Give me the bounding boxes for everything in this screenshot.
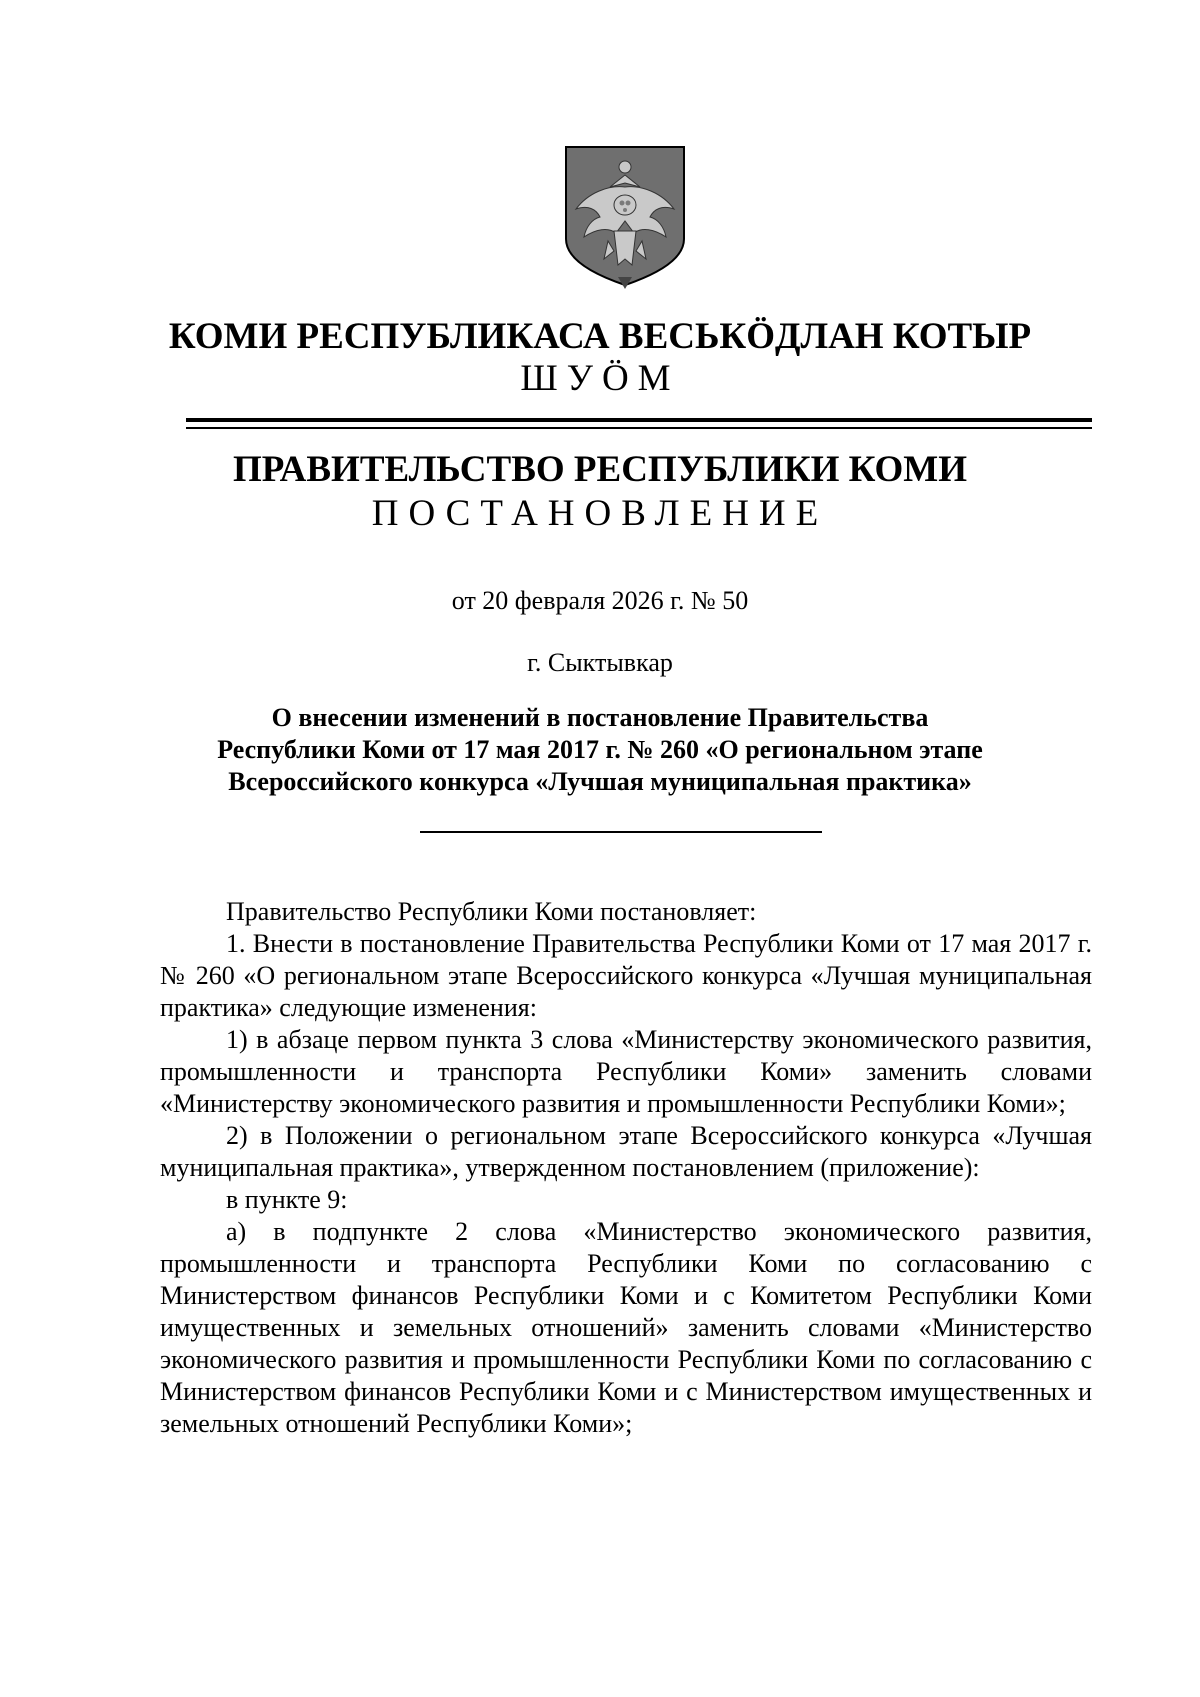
komi-coat-of-arms-icon xyxy=(562,143,688,289)
body-paragraph: Правительство Республики Коми постановляет: xyxy=(226,897,757,926)
title-underline xyxy=(420,831,822,833)
document-body xyxy=(160,896,1092,1440)
document-title-line: Республики Коми от 17 мая 2017 г. № 260 «О региональном этапе xyxy=(217,735,983,764)
government-title: ПРАВИТЕЛЬСТВО РЕСПУБЛИКИ КОМИ xyxy=(233,449,967,490)
decree-city: г. Сыктывкар xyxy=(527,648,673,677)
decree-word: ПОСТАНОВЛЕНИЕ xyxy=(371,493,829,534)
body-paragraph: 1) в абзаце первом пункта 3 слова «Министерству экономического развития, промышленности и транспорта Республики Коми» заменить словами «Министерству экономического развития и промышленности Республики Коми»; xyxy=(160,1025,1092,1118)
header-divider-thick xyxy=(186,418,1092,422)
document-title-line: Всероссийского конкурса «Лучшая муниципальная практика» xyxy=(228,767,972,796)
komi-government-title: КОМИ РЕСПУБЛИКАСА ВЕСЬКӦДЛАН КОТЫР xyxy=(168,316,1032,357)
body-paragraph: 1. Внести в постановление Правительства Республики Коми от 17 мая 2017 г. № 260 «О региональном этапе Всероссийского конкурса «Лучшая муниципальная практика» следующие изменения: xyxy=(160,929,1092,1022)
document-title xyxy=(150,702,1050,798)
komi-decree-word: ШУӦМ xyxy=(520,358,680,399)
header-divider-thin xyxy=(186,427,1092,429)
body-paragraph: 2) в Положении о региональном этапе Всероссийского конкурса «Лучшая муниципальная практика», утвержденном постановлением (приложение): xyxy=(160,1121,1092,1182)
body-paragraph: в пункте 9: xyxy=(226,1185,348,1214)
document-title-line: О внесении изменений в постановление Правительства xyxy=(271,703,929,732)
decree-date-number: от 20 февраля 2026 г. № 50 xyxy=(451,586,749,615)
body-paragraph: а) в подпункте 2 слова «Министерство экономического развития, промышленности и транспорта Республики Коми по согласованию с Министерством финансов Республики Коми и с Комитетом Республики Коми имущественных и земельных отношений» заменить словами «Министерство экономического развития и промышленности Республики Коми по согласованию с Министерством финансов Республики Коми и с Министерством имущественных и земельных отношений Республики Коми»; xyxy=(160,1217,1092,1438)
